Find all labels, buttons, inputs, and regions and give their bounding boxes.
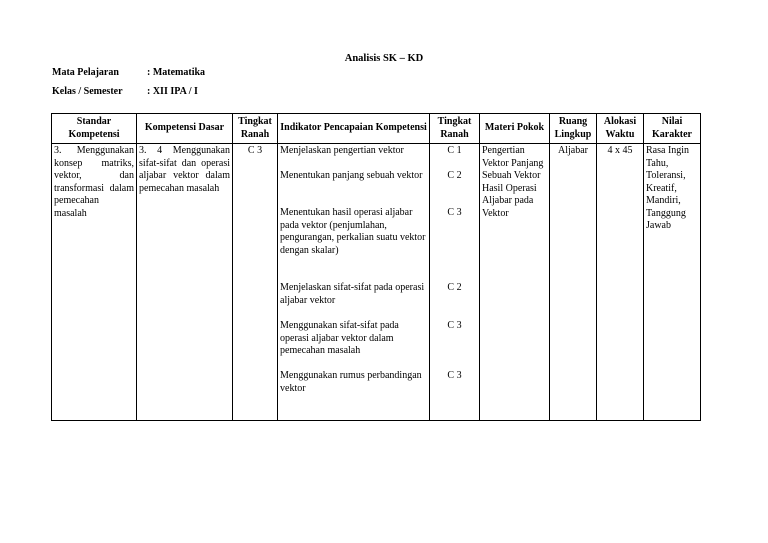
cell-nilai-karakter: Rasa Ingin Tahu, Toleransi, Kreatif, Mandiri, Tanggung Jawab xyxy=(644,144,701,421)
header-materi-pokok: Materi Pokok xyxy=(480,114,550,144)
header-indikator: Indikator Pencapaian Kompetensi xyxy=(278,114,430,144)
ranah-item: C 3 xyxy=(447,207,462,218)
header-kompetensi-dasar: Kompetensi Dasar xyxy=(137,114,233,144)
cell-indikator xyxy=(278,144,430,421)
cell-ruang-lingkup: Aljabar xyxy=(550,144,597,421)
cell-kompetensi-dasar: 3. 4 Menggunakan sifat-sifat dan operasi aljabar vektor dalam pemecahan masalah xyxy=(137,144,233,421)
indikator-item: Menggunakan sifat-sifat pada operasi aljabar vektor dalam pemecahan masalah xyxy=(280,320,399,356)
header-alokasi-waktu: Alokasi Waktu xyxy=(597,114,644,144)
ranah-item: C 2 xyxy=(447,170,462,181)
ranah-item: C 3 xyxy=(447,370,462,381)
meta-label-class: Kelas / Semester xyxy=(52,86,123,97)
header-tingkat-ranah-2: Tingkat Ranah xyxy=(430,114,480,144)
cell-standar-kompetensi: 3. Menggunakan konsep matriks, vektor, dan transformasi dalam pemecahan masalah xyxy=(52,144,137,421)
cell-tingkat-ranah-2 xyxy=(430,144,480,421)
document-title: Analisis SK – KD xyxy=(344,53,424,64)
cell-materi-pokok: Pengertian Vektor Panjang Sebuah Vektor Hasil Operasi Aljabar pada Vektor xyxy=(480,144,550,421)
header-standar-kompetensi: Standar Kompetensi xyxy=(52,114,137,144)
header-ruang-lingkup: Ruang Lingkup xyxy=(550,114,597,144)
ranah-item: C 1 xyxy=(447,145,462,156)
indikator-item: Menentukan panjang sebuah vektor xyxy=(280,170,423,181)
ranah-item: C 3 xyxy=(447,320,462,331)
meta-value-class: : XII IPA / I xyxy=(147,86,198,97)
indikator-item: Menjelaskan pengertian vektor xyxy=(280,145,404,156)
meta-label-subject: Mata Pelajaran xyxy=(52,67,119,78)
indikator-item: Menentukan hasil operasi aljabar pada vektor (penjumlahan, pengurangan, perkalian suatu vektor dengan skalar) xyxy=(280,207,426,256)
meta-value-subject: : Matematika xyxy=(147,67,206,78)
header-nilai-karakter: Nilai Karakter xyxy=(644,114,701,144)
analysis-table xyxy=(51,113,701,421)
table-row xyxy=(52,144,701,421)
cell-alokasi-waktu: 4 x 45 xyxy=(597,144,644,421)
ranah-item: C 2 xyxy=(447,282,462,293)
indikator-item: Menggunakan rumus perbandingan vektor xyxy=(280,370,422,394)
table-header-row xyxy=(52,114,701,144)
indikator-item: Menjelaskan sifat-sifat pada operasi aljabar vektor xyxy=(280,282,425,306)
cell-tingkat-ranah-1: C 3 xyxy=(233,144,278,421)
header-tingkat-ranah-1: Tingkat Ranah xyxy=(233,114,278,144)
